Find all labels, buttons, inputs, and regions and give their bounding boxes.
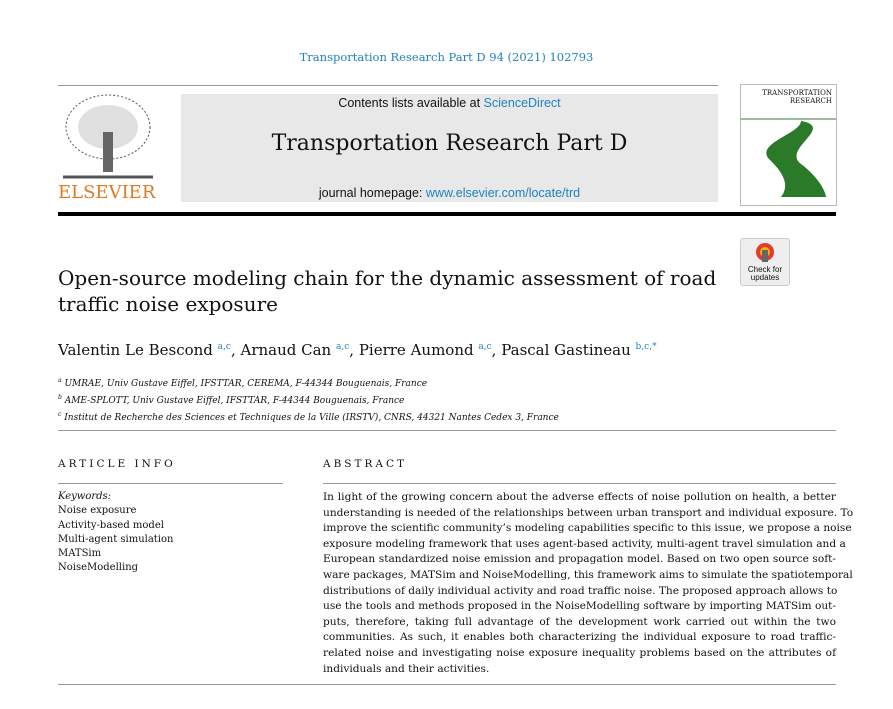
abstract-line: distributions of daily individual activity and road traffic noise. The proposed approach allows to — [323, 584, 838, 597]
keywords-label: Keywords: — [58, 491, 112, 502]
homepage-link[interactable]: www.elsevier.com/locate/trd — [425, 186, 581, 200]
abstract-text — [323, 490, 854, 677]
divider — [58, 430, 836, 431]
keyword: NoiseModelling — [58, 562, 139, 574]
author: Pascal Gastineau $^{b,c,*}$ — [501, 341, 657, 359]
sciencedirect-link[interactable]: ScienceDirect — [483, 96, 561, 110]
abstract-line: individuals and their activities. — [323, 662, 490, 675]
check-for-updates-button[interactable] — [740, 238, 790, 286]
elsevier-logo — [58, 92, 158, 204]
divider — [323, 483, 836, 484]
road-icon — [741, 109, 836, 199]
divider — [58, 684, 836, 685]
check-updates-label: Check for updates — [747, 265, 783, 282]
abstract-line: European standardized noise emission and propagation model. Based on two open source soft- — [323, 553, 836, 566]
journal-title: Transportation Research Part D — [271, 131, 628, 156]
author: Arnaud Can $^{a,c}$, — [240, 341, 359, 359]
publisher-name: ELSEVIER — [58, 182, 156, 203]
divider — [58, 483, 283, 484]
cover-title: TRANSPORTATION RESEARCH — [762, 89, 832, 105]
affiliation: $^b$ AME-SPLOTT, Univ Gustave Eiffel, IFSTTAR, F-44344 Bouguenais, France — [58, 394, 405, 406]
keyword: Activity-based model — [58, 519, 164, 531]
abstract-line: use the tools and methods proposed in the NoiseModelling software by importing MATSim out- — [323, 600, 836, 613]
affiliation-link[interactable]: b,c,* — [635, 342, 657, 352]
keywords-list — [58, 490, 173, 576]
homepage-line — [181, 186, 718, 200]
keyword: Noise exposure — [58, 505, 137, 517]
divider — [58, 85, 718, 86]
abstract-line: ware packages, MATSim and NoiseModelling, this framework aims to simulate the spatiotemporal — [323, 568, 853, 581]
homepage-label: journal homepage: — [318, 186, 426, 200]
affiliation: $^c$ Institut de Recherche des Sciences et Techniques de la Ville (IRSTV), CNRS, 44321 Nantes Cedex 3, France — [58, 411, 559, 423]
affiliation-link[interactable]: a,c — [478, 342, 492, 352]
journal-banner — [181, 94, 718, 202]
tree-icon — [58, 92, 158, 180]
affiliation-link[interactable]: a,c — [336, 342, 350, 352]
affiliation: $^a$ UMRAE, Univ Gustave Eiffel, IFSTTAR, CEREMA, F-44344 Bouguenais, France — [58, 377, 428, 389]
keyword: MATSim — [58, 548, 102, 560]
affiliation-link[interactable]: a,c — [217, 342, 231, 352]
contents-label: Contents lists available at — [338, 96, 484, 110]
abstract-heading: ABSTRACT — [323, 458, 408, 470]
abstract-line: understanding is needed of the relationships between urban transport and individual exposure. To — [323, 506, 854, 519]
author-list — [58, 341, 657, 359]
author: Valentin Le Bescond $^{a,c}$, — [58, 341, 241, 359]
journal-cover[interactable] — [740, 84, 837, 206]
keyword: Multi-agent simulation — [58, 533, 174, 545]
abstract-line: communities. As such, it enables both characterizing the individual exposure to road traffic- — [323, 631, 836, 644]
abstract-line: In light of the growing concern about the adverse effects of noise pollution on health, a better — [323, 491, 836, 503]
contents-line — [181, 96, 718, 110]
article-info-heading: ARTICLE INFO — [58, 458, 176, 470]
article-title: Open-source modeling chain for the dynamic assessment of road traffic noise exposure — [58, 266, 717, 316]
abstract-line: related noise and investigating noise exposure inequality problems based on the attributes of — [323, 646, 836, 659]
abstract-line: exposure modeling framework that uses agent-based activity, multi-agent travel simulation and a — [323, 537, 846, 550]
header-rule — [58, 212, 836, 216]
abstract-line: puts, therefore, taking full advantage of the development work carried out within the two — [323, 615, 836, 628]
journal-citation-link[interactable]: Transportation Research Part D 94 (2021) 102793 — [299, 50, 594, 64]
affiliations — [58, 374, 559, 425]
author: Pierre Aumond $^{a,c}$, — [358, 341, 502, 359]
abstract-line: improve the scientific community’s modeling capabilities specific to this issue, we propose a noise — [323, 522, 852, 535]
bookmark-icon — [755, 242, 775, 264]
